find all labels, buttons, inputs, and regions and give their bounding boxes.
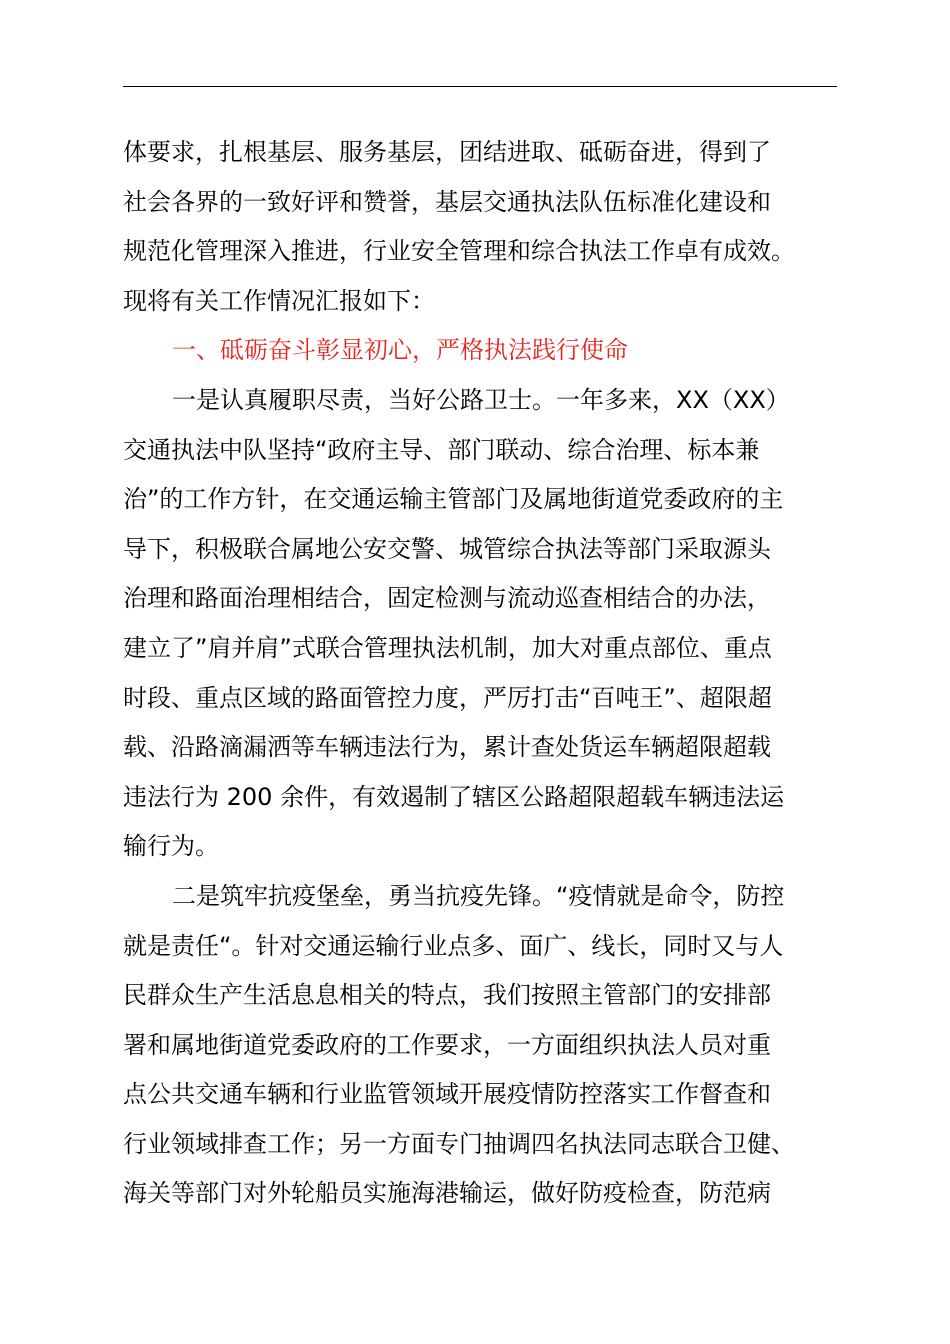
paragraph1-line-10: 输行为。	[123, 832, 219, 861]
paragraph1-line-5: 治理和路面治理相结合，固定检测与流动巡查相结合的办法，	[123, 584, 771, 613]
paragraph2-line-2: 就是责任“。针对交通运输行业点多、面广、线长，同时又与人	[123, 931, 784, 960]
paragraph1-line-8: 载、沿路滴漏洒等车辆违法行为，累计查处货运车辆超限超载	[123, 733, 771, 762]
section-heading: 一、砥砺奋斗彰显初心，严格执法践行使命	[172, 336, 628, 365]
paragraph2-line-5: 点公共交通车辆和行业监管领域开展疫情防控落实工作督查和	[123, 1080, 771, 1109]
intro-line-4: 现将有关工作情况汇报如下：	[123, 286, 435, 315]
document-body	[123, 128, 843, 1219]
header-rule	[123, 86, 837, 87]
paragraph2-line-6: 行业领域排查工作；另一方面专门抽调四名执法同志联合卫健、	[123, 1129, 795, 1158]
paragraph2-line-1: 二是筑牢抗疫堡垒，勇当抗疫先锋。“疫情就是命令，防控	[172, 881, 785, 910]
paragraph2-line-4: 署和属地街道党委政府的工作要求，一方面组织执法人员对重	[123, 1030, 771, 1059]
paragraph1-line-3: 治”的工作方针，在交通运输主管部门及属地街道党委政府的主	[123, 485, 784, 514]
paragraph2-line-7: 海关等部门对外轮船员实施海港输运，做好防疫检查，防范病	[123, 1179, 771, 1208]
intro-line-3: 规范化管理深入推进，行业安全管理和综合执法工作卓有成效。	[123, 237, 795, 266]
paragraph1-line-6: 建立了”肩并肩”式联合管理执法机制，加大对重点部位、重点	[123, 633, 772, 662]
paragraph1-line-2: 交通执法中队坚持“政府主导、部门联动、综合治理、标本兼	[123, 435, 760, 464]
paragraph1-line-1: 一是认真履职尽责，当好公路卫士。一年多来，XX（XX）	[172, 385, 790, 414]
paragraph1-line-9: 违法行为 200 余件，有效遏制了辖区公路超限超载车辆违法运	[123, 782, 785, 811]
intro-line-1: 体要求，扎根基层、服务基层，团结进取、砥砺奋进，得到了	[123, 138, 771, 166]
paragraph2-line-3: 民群众生产生活息息相关的特点，我们按照主管部门的安排部	[123, 981, 771, 1010]
paragraph1-line-4: 导下，积极联合属地公安交警、城管综合执法等部门采取源头	[123, 534, 771, 563]
intro-line-2: 社会各界的一致好评和赞誉，基层交通执法队伍标准化建设和	[123, 187, 771, 216]
paragraph1-line-7: 时段、重点区域的路面管控力度，严厉打击“百吨王”、超限超	[123, 683, 772, 712]
